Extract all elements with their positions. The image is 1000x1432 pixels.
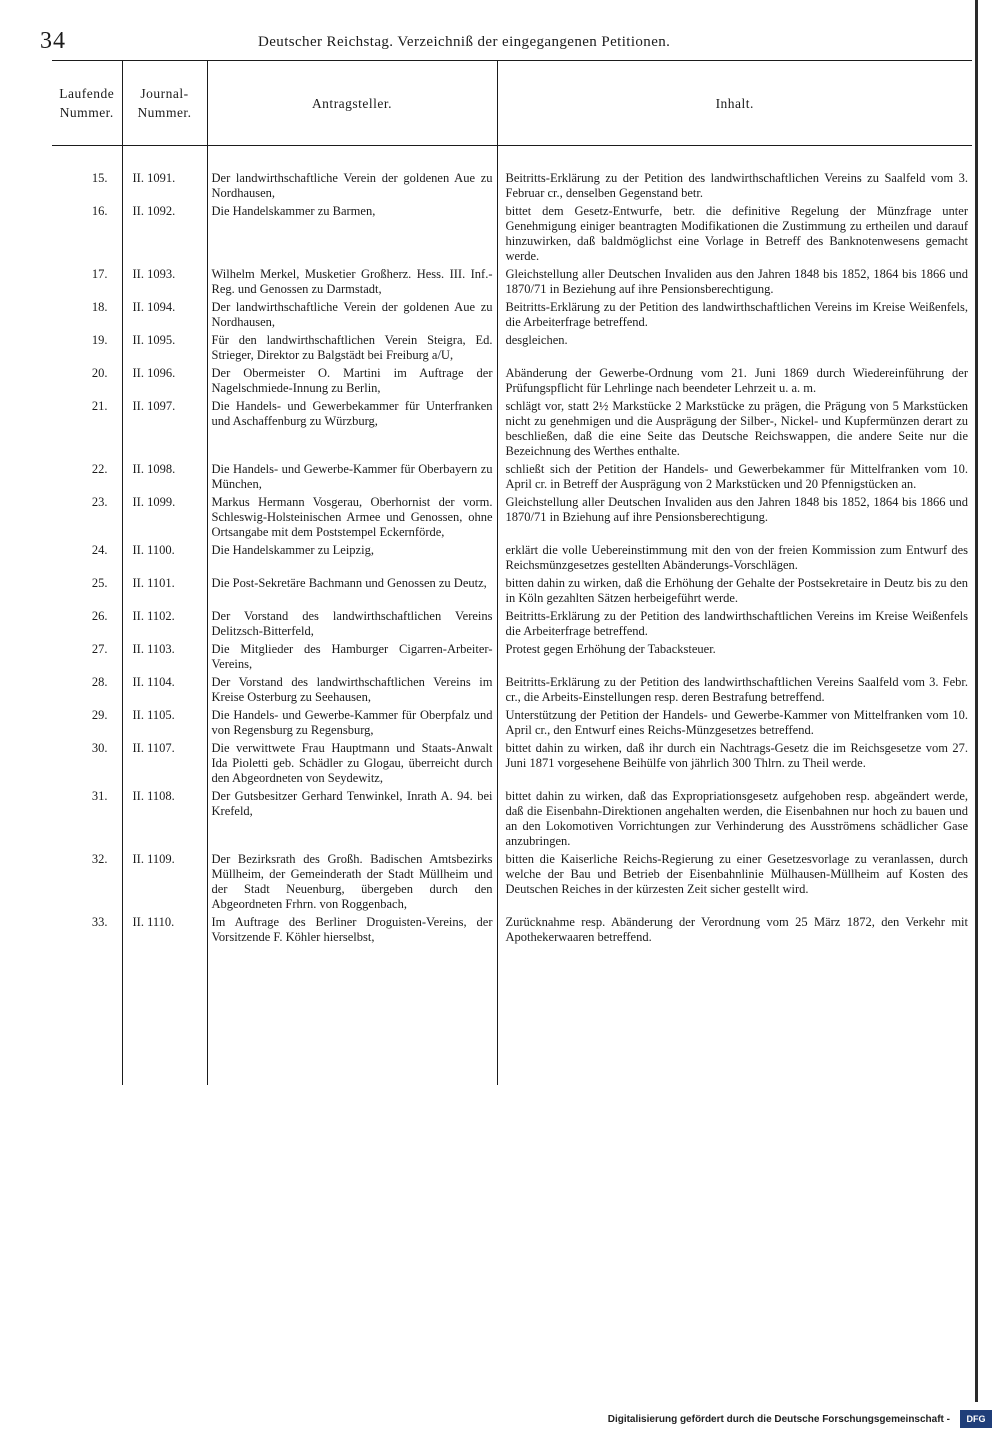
table-row bbox=[52, 461, 972, 494]
cell-laufende-nummer: 33. bbox=[91, 915, 108, 929]
cell-laufende-nummer: 29. bbox=[91, 708, 108, 722]
cell-antragsteller: Markus Hermann Vosgerau, Oberhornist der vorm. Schleswig-Holsteinischen Armee und Genossen, ohne Ortsangabe mit dem Poststempel Eckernförde, bbox=[207, 494, 497, 542]
table-row bbox=[52, 851, 972, 914]
cell-antragsteller: Die verwittwete Frau Hauptmann und Staats-Anwalt Ida Pioletti geb. Schädler zu Glogau, überreicht durch den Abgeordneten von Seydewitz, bbox=[207, 740, 497, 788]
header-spacer-row bbox=[52, 146, 972, 171]
cell-laufende-nummer: 23. bbox=[91, 495, 108, 509]
cell-journal-nummer: II. 1095. bbox=[122, 332, 207, 365]
cell-antragsteller: Der landwirthschaftliche Verein der goldenen Aue zu Nordhausen, bbox=[207, 170, 497, 203]
cell-journal-nummer: II. 1094. bbox=[122, 299, 207, 332]
header-inhalt: Inhalt. bbox=[497, 61, 972, 146]
table-row bbox=[52, 674, 972, 707]
table-row bbox=[52, 203, 972, 266]
cell-antragsteller: Der Bezirksrath des Großh. Badischen Amtsbezirks Müllheim, der Gemeinderath der Stadt Müllheim und der Stadt Neuenburg, übergeben durch den Abgeordneten Frhrn. von Roggenbach, bbox=[207, 851, 497, 914]
cell-antragsteller: Der landwirthschaftliche Verein der goldenen Aue zu Nordhausen, bbox=[207, 299, 497, 332]
cell-laufende-nummer: 26. bbox=[91, 609, 108, 623]
table-header-row bbox=[52, 61, 972, 146]
cell-antragsteller: Der Vorstand des landwirthschaftlichen Vereins im Kreise Osterburg zu Seehausen, bbox=[207, 674, 497, 707]
cell-laufende-nummer: 21. bbox=[91, 399, 108, 413]
cell-journal-nummer: II. 1100. bbox=[122, 542, 207, 575]
cell-laufende-nummer: 25. bbox=[91, 576, 108, 590]
cell-laufende-nummer: 28. bbox=[91, 675, 108, 689]
dfg-logo: DFG bbox=[960, 1410, 992, 1428]
cell-inhalt: Gleichstellung aller Deutschen Invaliden aus den Jahren 1848 bis 1852, 1864 bis 1866 und 1870/71 in Bziehung auf ihre Pensionsberechtigung. bbox=[497, 494, 972, 542]
cell-journal-nummer: II. 1104. bbox=[122, 674, 207, 707]
cell-laufende-nummer: 19. bbox=[91, 333, 108, 347]
cell-laufende-nummer: 20. bbox=[91, 366, 108, 380]
cell-antragsteller: Der Vorstand des landwirthschaftlichen Vereins Delitzsch-Bitterfeld, bbox=[207, 608, 497, 641]
cell-inhalt: Gleichstellung aller Deutschen Invaliden aus den Jahren 1848 bis 1852, 1864 bis 1866 und 1870/71 in Beziehung auf ihre Pensionsberechtigung. bbox=[497, 266, 972, 299]
table-row bbox=[52, 299, 972, 332]
cell-inhalt: bittet dem Gesetz-Entwurfe, betr. die definitive Regelung der Münzfrage unter Genehmigung einiger beantragten Modifikationen die Zustimmung zu ertheilen und darauf hinzuwirken, daß baldmöglichst eine Vorlage in Betreff des Banknotenwesens gemacht werde. bbox=[497, 203, 972, 266]
cell-laufende-nummer: 24. bbox=[91, 543, 108, 557]
cell-inhalt: Beitritts-Erklärung zu der Petition des landwirthschaftlichen Vereins im Kreise Weißenfels die Arbeiterfrage betreffend. bbox=[497, 608, 972, 641]
table-row bbox=[52, 542, 972, 575]
table-row bbox=[52, 740, 972, 788]
footer-credit: Digitalisierung gefördert durch die Deutsche Forschungsgemeinschaft - bbox=[607, 1414, 950, 1425]
table-row bbox=[52, 575, 972, 608]
cell-inhalt: erklärt die volle Uebereinstimmung mit den von der freien Kommission zum Entwurf des Reichsmünzgesetzes gestellten Abänderungs-Vorschlägen. bbox=[497, 542, 972, 575]
cell-inhalt: Abänderung der Gewerbe-Ordnung vom 21. Juni 1869 durch Wiedereinführung der Prüfungspflicht für Lehrlinge nach beendeter Lehrzeit u. a. m. bbox=[497, 365, 972, 398]
table-row bbox=[52, 398, 972, 461]
cell-laufende-nummer: 18. bbox=[91, 300, 108, 314]
cell-laufende-nummer: 22. bbox=[91, 462, 108, 476]
cell-inhalt: bittet dahin zu wirken, daß das Expropriationsgesetz aufgehoben resp. abgeändert werde, daß die Eisenbahn-Direktionen angehalten werden, die Eisenbahnen nur hoch zu bauen und an den Lokomotiven Vorrichtungen zur Verhinderung des Ausströmens schädlicher Gase anzubringen. bbox=[497, 788, 972, 851]
cell-inhalt: bitten die Kaiserliche Reichs-Regierung zu einer Gesetzesvorlage zu veranlassen, durch welche der Bau und Betrieb der Eisenbahnlinie Mülhausen-Müllheim auf Kosten des Deutschen Reiches in der kürzesten Zeit sicher gestellt wird. bbox=[497, 851, 972, 914]
cell-inhalt: Beitritts-Erklärung zu der Petition des landwirthschaftlichen Vereins im Kreise Weißenfels, die Arbeiterfrage betreffend. bbox=[497, 299, 972, 332]
cell-journal-nummer: II. 1105. bbox=[122, 707, 207, 740]
page-number: 34 bbox=[40, 28, 66, 54]
cell-journal-nummer: II. 1103. bbox=[122, 641, 207, 674]
cell-laufende-nummer: 32. bbox=[91, 852, 108, 866]
header-antragsteller: Antragsteller. bbox=[207, 61, 497, 146]
table-body bbox=[52, 170, 972, 1085]
cell-antragsteller: Die Handelskammer zu Barmen, bbox=[207, 203, 497, 266]
cell-laufende-nummer: 15. bbox=[91, 171, 108, 185]
running-title: Deutscher Reichstag. Verzeichniß der eingegangenen Petitionen. bbox=[258, 34, 671, 50]
cell-antragsteller: Wilhelm Merkel, Musketier Großherz. Hess. III. Inf.-Reg. und Genossen zu Darmstadt, bbox=[207, 266, 497, 299]
cell-journal-nummer: II. 1107. bbox=[122, 740, 207, 788]
cell-journal-nummer: II. 1097. bbox=[122, 398, 207, 461]
cell-antragsteller: Die Handels- und Gewerbe-Kammer für Oberbayern zu München, bbox=[207, 461, 497, 494]
table-row bbox=[52, 914, 972, 947]
cell-antragsteller: Im Auftrage des Berliner Droguisten-Vereins, der Vorsitzende F. Köhler hierselbst, bbox=[207, 914, 497, 947]
header-journal-nummer: Journal-Nummer. bbox=[122, 61, 207, 146]
cell-inhalt: Beitritts-Erklärung zu der Petition des landwirthschaftlichen Vereins zu Saalfeld vom 3. Februar cr., denselben Gegenstand betr. bbox=[497, 170, 972, 203]
cell-journal-nummer: II. 1102. bbox=[122, 608, 207, 641]
cell-inhalt: Zurücknahme resp. Abänderung der Verordnung vom 25 März 1872, den Verkehr mit Apothekerwaaren betreffend. bbox=[497, 914, 972, 947]
table-row bbox=[52, 494, 972, 542]
cell-journal-nummer: II. 1108. bbox=[122, 788, 207, 851]
table-row bbox=[52, 707, 972, 740]
cell-laufende-nummer: 27. bbox=[91, 642, 108, 656]
cell-journal-nummer: II. 1109. bbox=[122, 851, 207, 914]
petition-table bbox=[52, 60, 972, 1085]
cell-laufende-nummer: 31. bbox=[91, 789, 108, 803]
cell-laufende-nummer: 30. bbox=[91, 741, 108, 755]
cell-antragsteller: Die Post-Sekretäre Bachmann und Genossen zu Deutz, bbox=[207, 575, 497, 608]
cell-journal-nummer: II. 1099. bbox=[122, 494, 207, 542]
cell-antragsteller: Der Obermeister O. Martini im Auftrage der Nagelschmiede-Innung zu Berlin, bbox=[207, 365, 497, 398]
cell-journal-nummer: II. 1098. bbox=[122, 461, 207, 494]
cell-laufende-nummer: 16. bbox=[91, 204, 108, 218]
table-row bbox=[52, 170, 972, 203]
cell-antragsteller: Der Gutsbesitzer Gerhard Tenwinkel, Inrath A. 94. bei Krefeld, bbox=[207, 788, 497, 851]
cell-antragsteller: Die Handelskammer zu Leipzig, bbox=[207, 542, 497, 575]
cell-journal-nummer: II. 1091. bbox=[122, 170, 207, 203]
cell-inhalt: bittet dahin zu wirken, daß ihr durch ein Nachtrags-Gesetz die im Reichsgesetze vom 27. Juni 1871 vorgesehene Beihülfe von jährlich 300 Thlrn. zu Theil werde. bbox=[497, 740, 972, 788]
table-row bbox=[52, 608, 972, 641]
table-filler-row bbox=[52, 947, 972, 1085]
table-row bbox=[52, 788, 972, 851]
cell-inhalt: bitten dahin zu wirken, daß die Erhöhung der Gehalte der Postsekretaire in Deutz bis zu den in Köln gezahlten Sätzen herbeigeführt werde. bbox=[497, 575, 972, 608]
cell-inhalt: Protest gegen Erhöhung der Tabacksteuer. bbox=[497, 641, 972, 674]
cell-journal-nummer: II. 1110. bbox=[122, 914, 207, 947]
table-row bbox=[52, 641, 972, 674]
cell-antragsteller: Die Mitglieder des Hamburger Cigarren-Arbeiter-Vereins, bbox=[207, 641, 497, 674]
cell-antragsteller: Die Handels- und Gewerbe-Kammer für Oberpfalz und von Regensburg zu Regensburg, bbox=[207, 707, 497, 740]
cell-inhalt: Unterstützung der Petition der Handels- und Gewerbe-Kammer von Mittelfranken vom 10. April cr., den Entwurf eines Reichs-Münzgesetzes betreffend. bbox=[497, 707, 972, 740]
table-row bbox=[52, 332, 972, 365]
cell-laufende-nummer: 17. bbox=[91, 267, 108, 281]
cell-journal-nummer: II. 1096. bbox=[122, 365, 207, 398]
page-edge-rule bbox=[975, 0, 978, 1402]
cell-journal-nummer: II. 1093. bbox=[122, 266, 207, 299]
cell-inhalt: schlägt vor, statt 2½ Markstücke 2 Markstücke zu prägen, die Prägung von 5 Markstücken nicht zu genehmigen und die Ausprägung der Silber-, Nickel- und Kupfermünzen derart zu beschließen, daß die eine Seite das Deutsche Reichswappen, die andere Seite nur die Bezeichnung des Werthes enthalte. bbox=[497, 398, 972, 461]
cell-inhalt: desgleichen. bbox=[497, 332, 972, 365]
cell-inhalt: Beitritts-Erklärung zu der Petition des landwirthschaftlichen Vereins Saalfeld vom 3. Febr. cr., die Arbeits-Einstellungen resp. deren Bestrafung betreffend. bbox=[497, 674, 972, 707]
cell-antragsteller: Die Handels- und Gewerbekammer für Unterfranken und Aschaffenburg zu Würzburg, bbox=[207, 398, 497, 461]
table-row bbox=[52, 266, 972, 299]
cell-journal-nummer: II. 1101. bbox=[122, 575, 207, 608]
cell-inhalt: schließt sich der Petition der Handels- und Gewerbekammer für Mittelfranken vom 10. April cr. in Betreff der Ausprägung von 2 Markstücken und 20 Pfennigstücken an. bbox=[497, 461, 972, 494]
table-row bbox=[52, 365, 972, 398]
cell-antragsteller: Für den landwirthschaftlichen Verein Steigra, Ed. Strieger, Direktor zu Balgstädt bei Freiburg a/U, bbox=[207, 332, 497, 365]
header-laufende-nummer: Laufende Nummer. bbox=[52, 61, 122, 146]
cell-journal-nummer: II. 1092. bbox=[122, 203, 207, 266]
